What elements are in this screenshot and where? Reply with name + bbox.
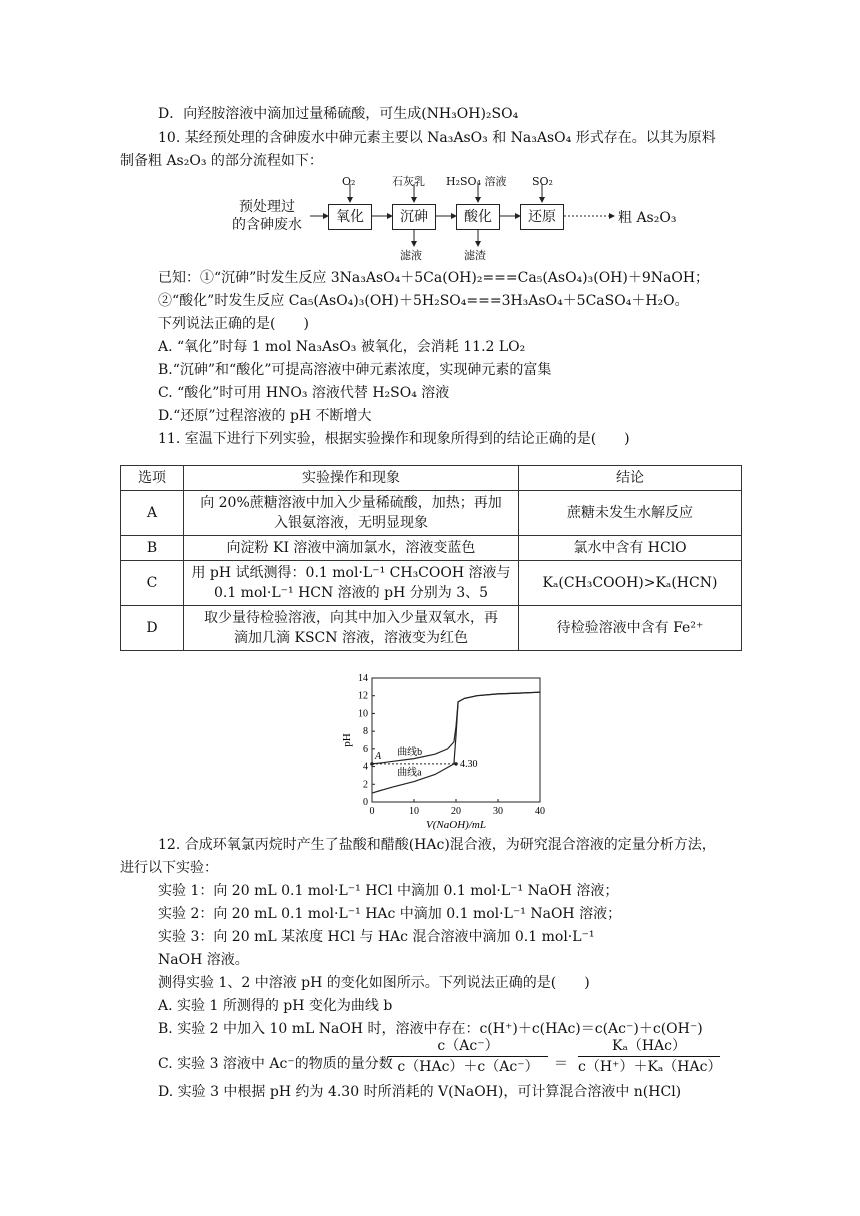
table-row <box>121 561 742 606</box>
x-tick-label: 20 <box>451 806 461 817</box>
fraction-2-denominator: c（H⁺）＋Kₐ（HAc） <box>578 1059 722 1075</box>
q12-question: 测得实验 1、2 中溶液 pH 的变化如图所示。下列说法正确的是( ) <box>158 975 590 991</box>
q12-equals: ＝ <box>554 1056 568 1072</box>
row-conclusion: 待检验溶液中含有 Fe²⁺ <box>519 606 742 651</box>
q12-stem-line1: 12. 合成环氧氯丙烷时产生了盐酸和醋酸(HAc)混合液，为研究混合溶液的定量分析方法， <box>158 837 716 853</box>
row-operation-line1: 用 pH 试纸测得：0.1 mol·L⁻¹ CH₃COOH 溶液与 <box>191 565 511 581</box>
q12-fraction-2 <box>578 1036 720 1077</box>
row-operation-line2: 滴加几滴 KSCN 溶液，溶液变为红色 <box>234 630 468 646</box>
row-operation <box>184 561 519 606</box>
q10-option-a: A. “氧化”时每 1 mol Na₃AsO₃ 被氧化，会消耗 11.2 LO₂ <box>158 339 526 355</box>
table-header-conclusion: 结论 <box>519 466 742 491</box>
table-header-option: 选项 <box>121 466 184 491</box>
x-tick-label: 30 <box>493 806 503 817</box>
row-operation-line1: 向 20%蔗糖溶液中加入少量稀硫酸，加热；再加 <box>200 495 502 511</box>
flow-source-line1: 预处理过 <box>239 199 295 215</box>
q12-option-d: D. 实验 3 中根据 pH 约为 4.30 时所消耗的 V(NaOH)，可计算混合溶液中 n(HCl) <box>158 1084 682 1100</box>
flow-input-h2so4: H₂SO₄ 溶液 <box>446 175 507 188</box>
row-operation: 向淀粉 KI 溶液中滴加氯水，溶液变蓝色 <box>184 536 519 561</box>
row-conclusion: 氯水中含有 HClO <box>519 536 742 561</box>
y-tick-label: 8 <box>363 726 368 738</box>
q12-option-b: B. 实验 2 中加入 10 mL NaOH 时，溶液中存在：c(H⁺)＋c(HAc)＝c(Ac⁻)＋c(OH⁻) <box>158 1021 703 1037</box>
flow-step-precipitate: 沉砷 <box>392 204 436 230</box>
row-conclusion: 蔗糖未发生水解反应 <box>519 491 742 536</box>
q12-exp1: 实验 1：向 20 mL 0.1 mol·L⁻¹ HCl 中滴加 0.1 mol·L⁻¹ NaOH 溶液； <box>158 883 619 899</box>
flow-input-lime: 石灰乳 <box>392 175 425 188</box>
q11-stem: 11. 室温下进行下列实验，根据实验操作和现象所得到的结论正确的是( ) <box>158 431 630 447</box>
flow-step-reduce: 还原 <box>520 204 564 230</box>
curve-b-label: 曲线b <box>397 747 423 759</box>
q10-stem-line2: 制备粗 As₂O₃ 的部分流程如下： <box>120 153 323 169</box>
y-tick-label: 0 <box>363 797 368 808</box>
flow-product: 粗 As₂O₃ <box>618 210 677 226</box>
flow-source-line2: 的含砷废水 <box>232 217 302 233</box>
row-option: D <box>121 606 184 651</box>
y-tick-label: 4 <box>363 761 368 773</box>
q12-exp3-line1: 实验 3：向 20 mL 某浓度 HCl 与 HAc 混合溶液中滴加 0.1 mol·L⁻¹ <box>158 929 595 945</box>
q12-fraction-1 <box>388 1036 548 1077</box>
y-tick-label: 14 <box>358 673 368 684</box>
flow-output-filtrate: 滤液 <box>400 249 422 262</box>
titration-chart <box>340 672 560 830</box>
fraction-1-numerator: c（Ac⁻） <box>388 1036 548 1057</box>
row-operation-line2: 入银氨溶液，无明显现象 <box>274 515 428 531</box>
table-row <box>121 536 742 561</box>
table-row <box>121 606 742 651</box>
fraction-2-numerator: Kₐ（HAc） <box>578 1036 720 1057</box>
flow-step-oxidize: 氧化 <box>328 204 372 230</box>
row-conclusion: Kₐ(CH₃COOH)>Kₐ(HCN) <box>519 561 742 606</box>
q12-exp3-line2: NaOH 溶液。 <box>158 952 249 968</box>
q9-option-d: D．向羟胺溶液中滴加过量稀硫酸，可生成(NH₃OH)₂SO₄ <box>158 106 519 122</box>
row-option: A <box>121 491 184 536</box>
y-axis-label: pH <box>341 733 353 747</box>
table-header-operation: 实验操作和现象 <box>184 466 519 491</box>
x-tick-label: 10 <box>409 806 419 817</box>
q11-table <box>120 465 742 651</box>
point-430-marker <box>454 762 458 766</box>
q10-option-b: B.“沉砷”和“酸化”可提高溶液中砷元素浓度，实现砷元素的富集 <box>158 362 552 378</box>
y-tick-label: 12 <box>358 690 368 702</box>
row-operation <box>184 606 519 651</box>
flow-input-o2: O₂ <box>342 175 356 188</box>
row-option: B <box>121 536 184 561</box>
q12-stem-line2: 进行以下实验： <box>120 860 218 876</box>
annotation-430: 4.30 <box>460 758 478 770</box>
x-axis-label: V(NaOH)/mL <box>426 819 486 830</box>
q12-exp2: 实验 2：向 20 mL 0.1 mol·L⁻¹ HAc 中滴加 0.1 mol·L⁻¹ NaOH 溶液； <box>158 906 622 922</box>
y-tick-label: 10 <box>358 708 368 720</box>
curve-a-label: 曲线a <box>397 767 422 779</box>
y-tick-label: 6 <box>363 743 368 755</box>
q12-option-c-prefix: C. 实验 3 溶液中 Ac⁻的物质的量分数 <box>158 1056 393 1072</box>
q10-known-2: ②“酸化”时发生反应 Ca₅(AsO₄)₃(OH)＋5H₂SO₄===3H₃AsO₄＋5CaSO₄＋H₂O。 <box>158 293 689 309</box>
row-operation-line1: 取少量待检验溶液，向其中加入少量双氧水，再 <box>204 610 498 626</box>
flow-step-acidify: 酸化 <box>456 204 500 230</box>
q12-option-a: A. 实验 1 所测得的 pH 变化为曲线 b <box>158 998 393 1014</box>
annotation-a: A <box>375 750 382 762</box>
flow-input-so2: SO₂ <box>532 175 553 188</box>
row-operation <box>184 491 519 536</box>
flow-source <box>232 198 302 234</box>
q10-question: 下列说法正确的是( ) <box>158 316 309 332</box>
q10-option-c: C. “酸化”时可用 HNO₃ 溶液代替 H₂SO₄ 溶液 <box>158 385 450 401</box>
x-tick-label: 40 <box>535 806 545 817</box>
flow-output-residue: 滤渣 <box>464 249 486 262</box>
y-tick-label: 2 <box>363 779 368 791</box>
row-operation-line2: 0.1 mol·L⁻¹ HCN 溶液的 pH 分别为 3、5 <box>213 585 489 601</box>
x-tick-label: 0 <box>369 806 375 817</box>
table-header-row <box>121 466 742 491</box>
row-option: C <box>121 561 184 606</box>
point-a-marker <box>370 762 374 766</box>
table-row <box>121 491 742 536</box>
q10-option-d: D.“还原”过程溶液的 pH 不断增大 <box>158 408 372 424</box>
q10-flow-diagram <box>232 172 682 262</box>
fraction-1-denominator: c（HAc）＋c（Ac⁻） <box>397 1059 539 1075</box>
q10-stem-line1: 10. 某经预处理的含砷废水中砷元素主要以 Na₃AsO₃ 和 Na₃AsO₄ 形式存在。以其为原料 <box>158 130 716 146</box>
q10-known-1: 已知：①“沉砷”时发生反应 3Na₃AsO₄＋5Ca(OH)₂===Ca₅(AsO₄)₃(OH)＋9NaOH； <box>158 270 710 286</box>
